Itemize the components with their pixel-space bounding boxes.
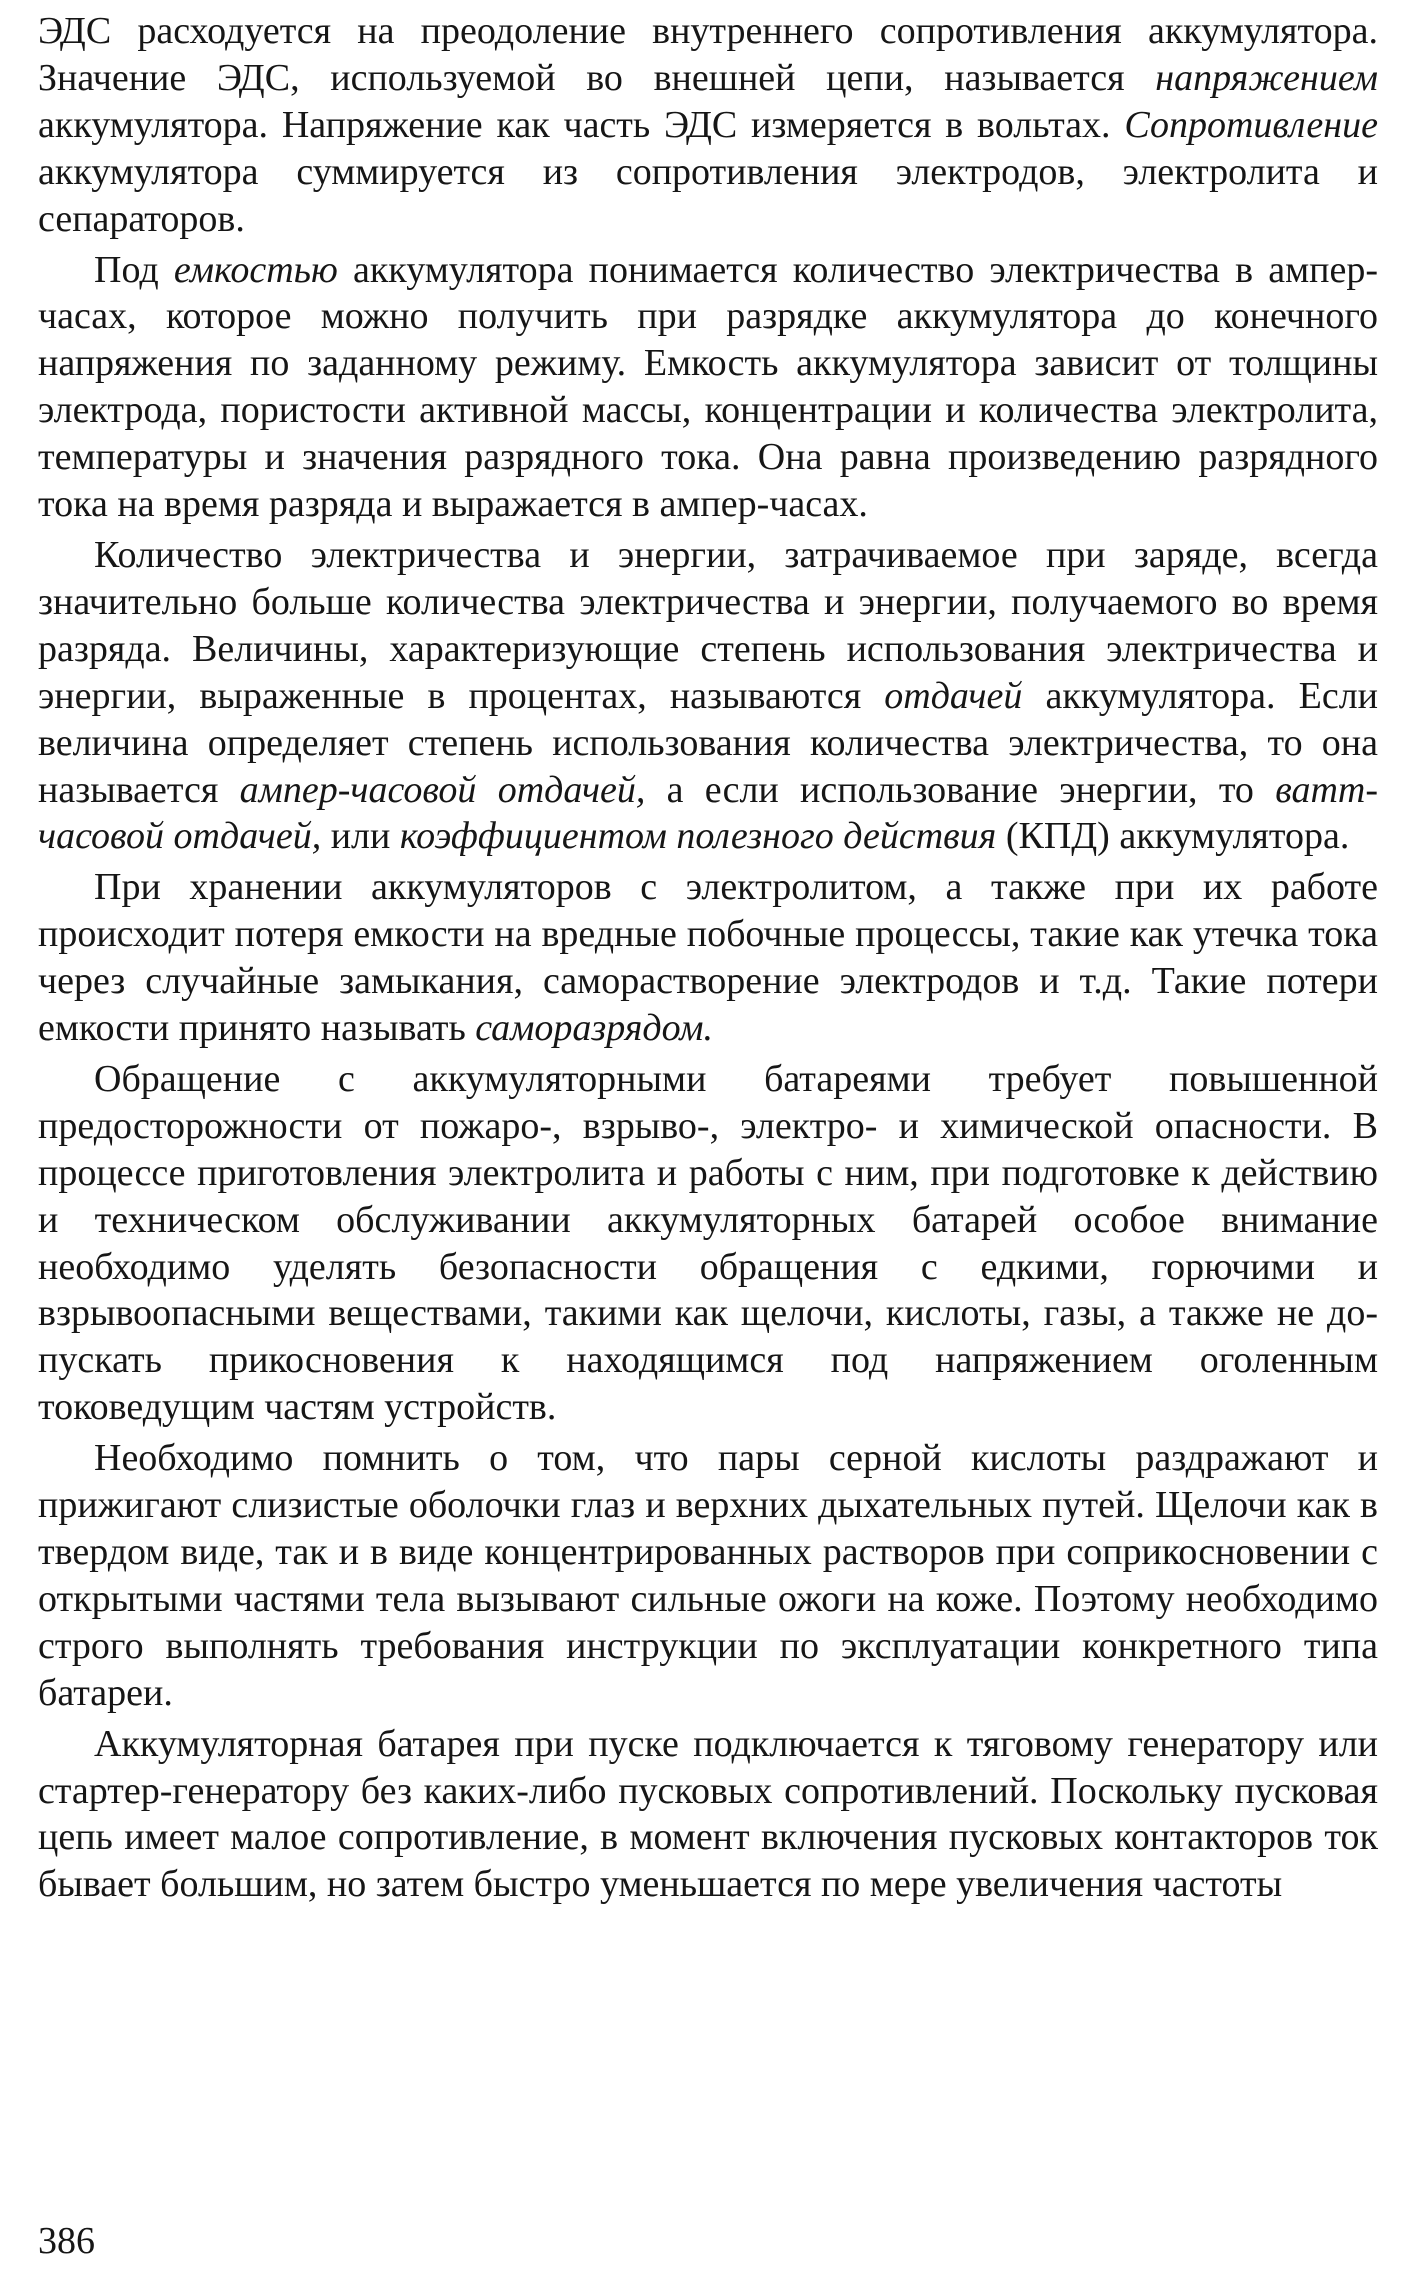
emphasized-term: емкостью	[173, 248, 338, 291]
page-body	[38, 8, 1378, 1912]
paragraph-text: Необходимо помнить о том, что пары серной кислоты раздражают и прижигают слизистые оболочки глаз и верхних дыхательных путей. Щелочи как в твердом виде, так и в виде концентрированных растворов при соприкосновении с открытыми частями тела вызывают сильные ожоги на коже. Поэтому необходимо строго выполнять требования инструкции по эксплуатации конкретного типа батареи.	[38, 1437, 1378, 1714]
paragraph-3	[38, 532, 1378, 860]
paragraph-text: Аккумуляторная батарея при пуске подключается к тяговому генератору или стартер-генератору без каких-либо пусковых сопротивлений. Поскольку пусковая цепь имеет малое сопротивление, в момент включения пусковых контакторов ток бывает большим, но затем быстро уменьшается по мере увеличения частоты	[38, 1722, 1378, 1906]
emphasized-term: коэффициентом полезного действия	[399, 815, 997, 858]
paragraph-text: Под	[94, 248, 174, 291]
paragraph-text: ЭДС расходуется на преодоление внутреннего сопротивления аккумулятора. Значение ЭДС, используемой во внешней цепи, называется	[38, 10, 1378, 99]
paragraph-text: аккумулятора. Напряжение как часть ЭДС измеряется в вольтах.	[38, 103, 1125, 146]
emphasized-term: ватт-часовой отдачей,	[38, 768, 1378, 858]
paragraph-text: (КПД) аккумулятора.	[996, 815, 1350, 858]
emphasized-term: напряжением	[1155, 56, 1378, 99]
emphasized-term: Сопротивление	[1124, 103, 1378, 146]
paragraph-5	[38, 1056, 1378, 1431]
paragraph-7	[38, 1721, 1378, 1909]
paragraph-text: аккумулятора понимается количество электричества в ампер-часах, которое можно получить при разрядке аккумулятора до конечного напряжения по заданному режиму. Емкость аккумулятора зависит от толщины электрода, пористости активной массы, концентрации и количества электролита, температуры и значения разрядного тока. Она равна произведению разрядного тока на время разряда и выражается в ампер-часах.	[38, 248, 1378, 526]
paragraph-text: или	[321, 815, 400, 858]
page-number: 386	[38, 2220, 95, 2262]
paragraph-6	[38, 1435, 1378, 1716]
emphasized-term: саморазрядом.	[475, 1007, 713, 1050]
paragraph-text: Количество электричества и энергии, затрачиваемое при заряде, всегда значительно больше количества электричества и энергии, получаемого во время разряда. Величины, характеризующие степень использования электричества и энергии, выраженные в процентах, называются	[38, 533, 1378, 717]
paragraph-text: При хранении аккумуляторов с электролитом, а также при их работе происходит потеря емкости на вредные побочные процессы, такие как утечка тока через случайные замыкания, саморастворение электродов и т.д. Такие потери емкости принято называть	[38, 866, 1378, 1050]
emphasized-term: отдачей	[884, 674, 1023, 717]
emphasized-term: ампер-часовой отдачей,	[239, 768, 646, 811]
paragraph-text: аккумулятора. Если величина определяет степень использования количества электричества, то она называется	[38, 674, 1378, 811]
paragraph-1	[38, 8, 1378, 243]
paragraph-2	[38, 247, 1378, 528]
paragraph-text: аккумулятора суммируется из сопротивления электродов, электролита и сепараторов.	[38, 150, 1378, 240]
paragraph-text: а если использование энергии, то	[645, 768, 1276, 811]
paragraph-4	[38, 864, 1378, 1052]
paragraph-text: Обращение с аккумуляторными батареями требует повышенной предосторожности от пожаро-, взрыво-, электро- и химической опасности. В процессе приготовления электролита и работы с ним, при подготовке к действию и техническом обслуживании аккумуляторных батарей особое внимание необходимо уделять безопасности обращения с едкими, горючими и взрывоопасными веществами, такими как щелочи, кислоты, газы, а также не допускать прикосновения к находящимся под напряжением оголенным токоведущим частям устройств.	[38, 1057, 1378, 1429]
